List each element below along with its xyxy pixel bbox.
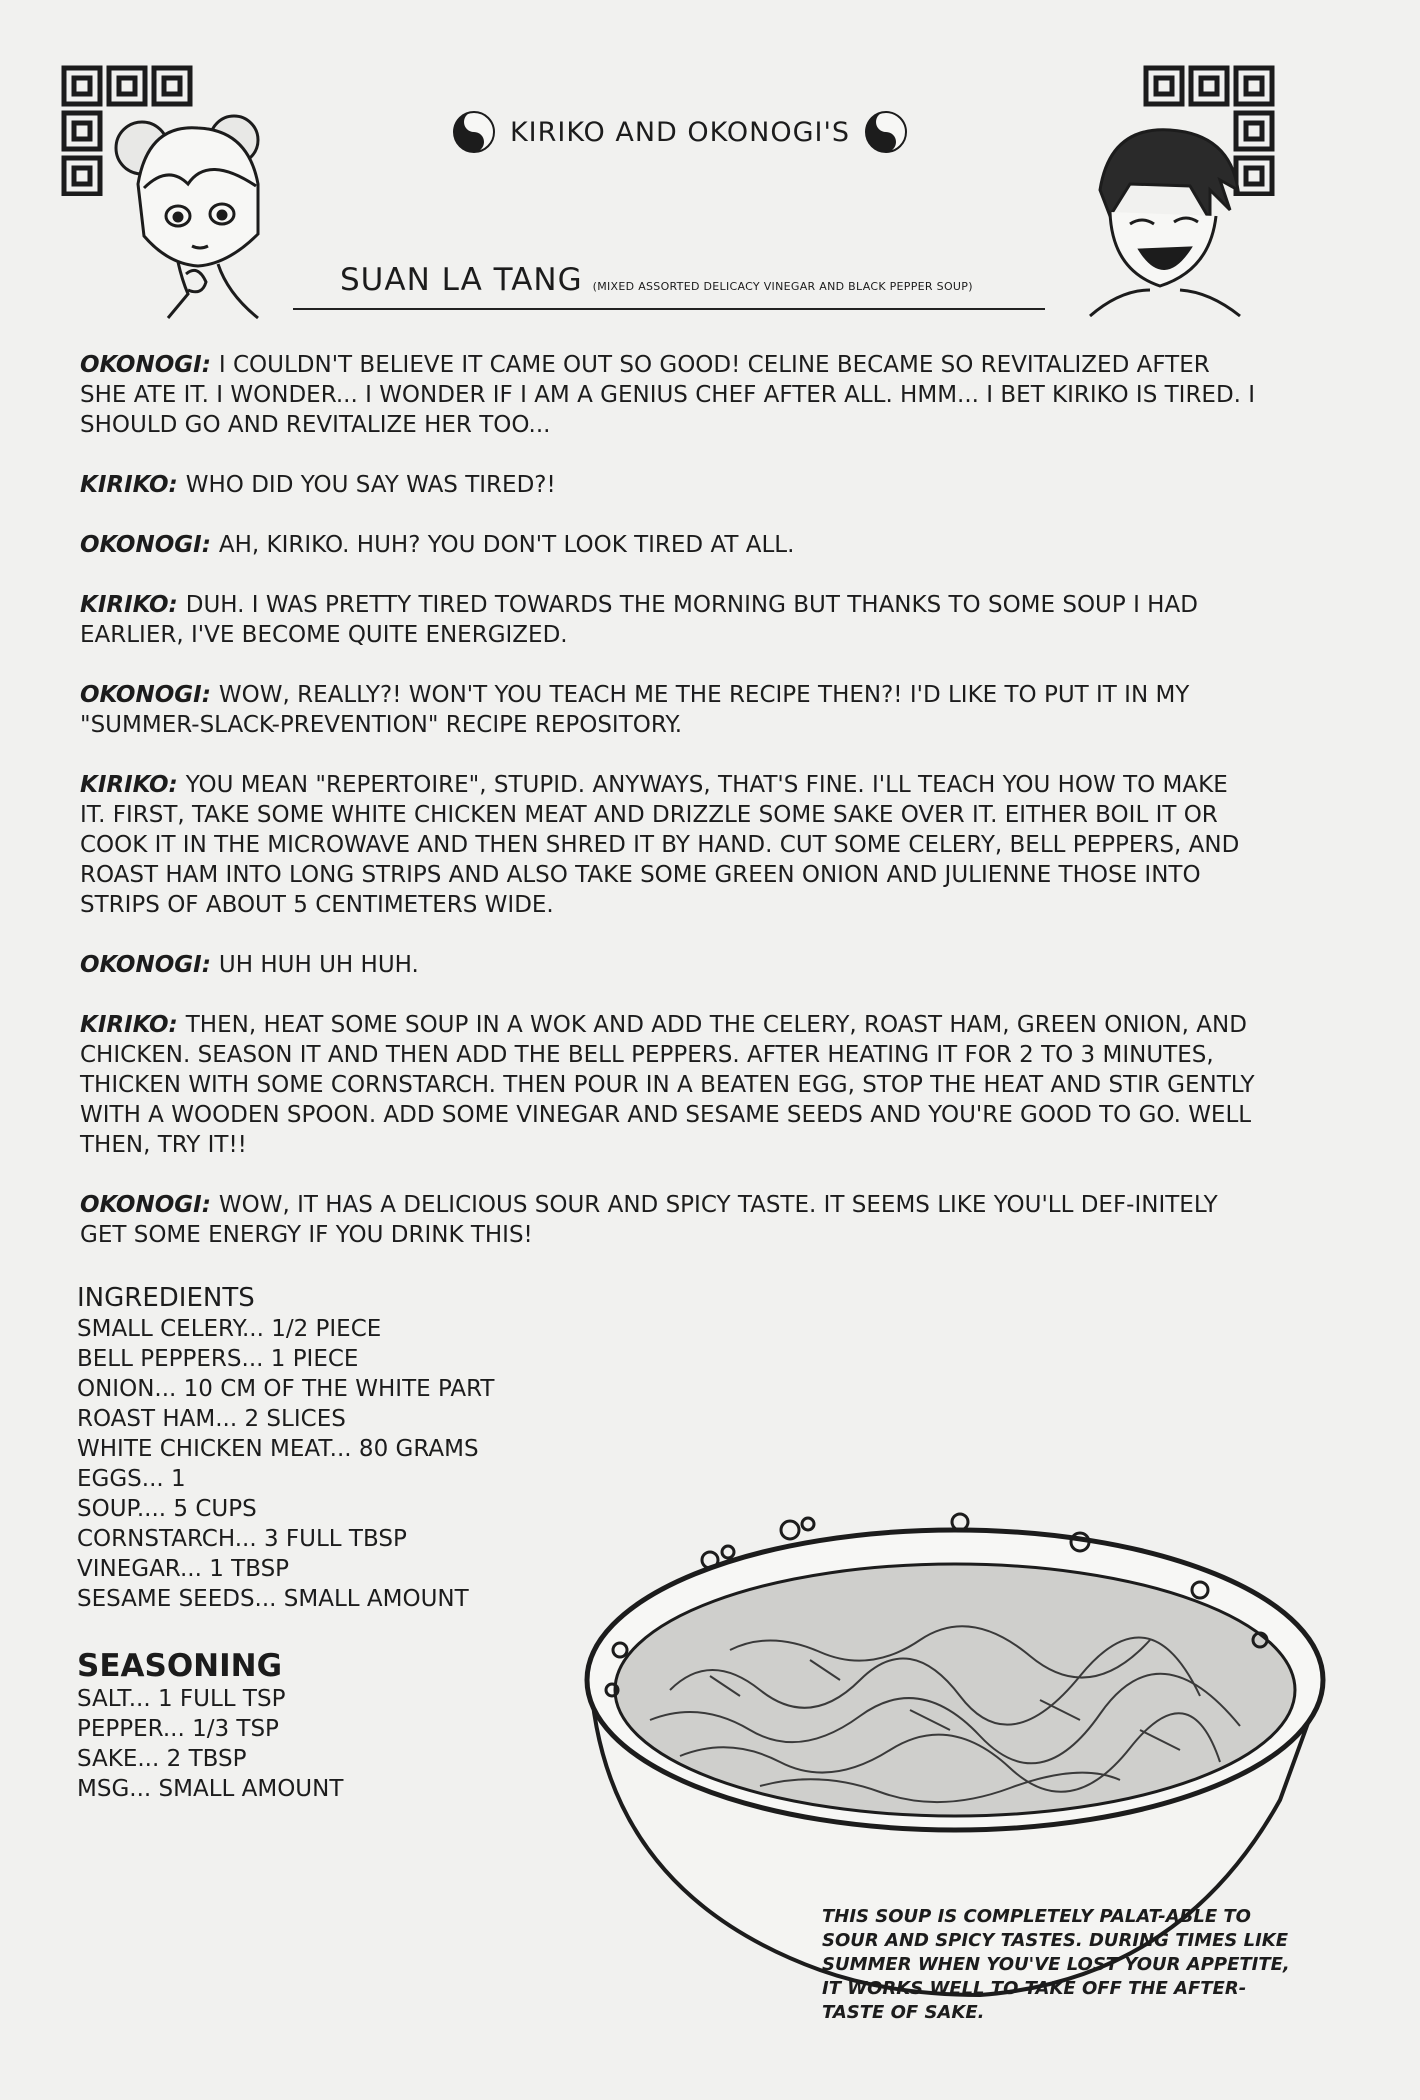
list-item: MSG... SMALL AMOUNT xyxy=(77,1776,344,1802)
line-text: WHO DID YOU SAY WAS TIRED?! xyxy=(185,472,556,498)
recipe-subtitle: (MIXED ASSORTED DELICACY VINEGAR AND BLACK PEPPER SOUP) xyxy=(592,280,973,293)
list-item: SALT... 1 FULL TSP xyxy=(77,1686,286,1712)
line-text: DUH. I WAS PRETTY TIRED TOWARDS THE MORNING BUT THANKS TO SOME SOUP I HAD EARLIER, I'VE BECOME QUITE ENERGIZED. xyxy=(80,592,1198,648)
ingredients-heading: INGREDIENTS xyxy=(77,1283,255,1313)
list-item: VINEGAR... 1 TBSP xyxy=(77,1556,290,1582)
line-text: WOW, REALLY?! WON'T YOU TEACH ME THE RECIPE THEN?! I'D LIKE TO PUT IT IN MY "SUMMER-SLACK-PREVENTION" RECIPE REPOSITORY. xyxy=(80,682,1190,738)
line-text: UH HUH UH HUH. xyxy=(218,952,419,978)
list-item: BELL PEPPERS... 1 PIECE xyxy=(77,1346,359,1372)
speaker: KIRIKO: xyxy=(80,772,178,798)
list-item: SAKE... 2 TBSP xyxy=(77,1746,247,1772)
yin-yang-icon xyxy=(452,110,496,154)
kiriko-portrait xyxy=(108,104,280,322)
list-item: PEPPER... 1/3 TSP xyxy=(77,1716,279,1742)
speaker: OKONOGI: xyxy=(80,532,211,558)
recipe-name: SUAN LA TANG xyxy=(340,262,583,298)
list-item: CORNSTARCH... 3 FULL TBSP xyxy=(77,1526,407,1552)
speaker: KIRIKO: xyxy=(80,592,178,618)
dialogue-section xyxy=(80,350,1260,1280)
recipe-lists xyxy=(77,1282,597,1804)
recipe-title xyxy=(340,262,1040,298)
list-item: SMALL CELERY... 1/2 PIECE xyxy=(77,1316,382,1342)
header-title xyxy=(420,104,940,160)
series-title: KIRIKO AND OKONOGI'S xyxy=(509,116,851,148)
speaker: KIRIKO: xyxy=(80,1012,178,1038)
list-item: ONION... 10 CM OF THE WHITE PART xyxy=(77,1376,495,1402)
list-item: SOUP.... 5 CUPS xyxy=(77,1496,257,1522)
dialogue-line xyxy=(80,680,1260,740)
bowl-caption: THIS SOUP IS COMPLETELY PALAT-ABLE TO SOUR AND SPICY TASTES. DURING TIMES LIKE SUMMER WHEN YOU'VE LOST YOUR APPETITE, IT WORKS WELL TO TAKE OFF THE AFTER-TASTE OF SAKE. xyxy=(822,1906,1290,2023)
speaker: KIRIKO: xyxy=(80,472,178,498)
dialogue-line xyxy=(80,470,1260,500)
speaker: OKONOGI: xyxy=(80,1192,211,1218)
seasoning-heading: SEASONING xyxy=(77,1648,283,1684)
speaker: OKONOGI: xyxy=(80,352,211,378)
speaker: OKONOGI: xyxy=(80,952,211,978)
dialogue-line xyxy=(80,1010,1260,1160)
line-text: WOW, IT HAS A DELICIOUS SOUR AND SPICY TASTE. IT SEEMS LIKE YOU'LL DEF-INITELY GET SOME ENERGY IF YOU DRINK THIS! xyxy=(80,1192,1218,1248)
list-item: SESAME SEEDS... SMALL AMOUNT xyxy=(77,1586,469,1612)
line-text: I COULDN'T BELIEVE IT CAME OUT SO GOOD! CELINE BECAME SO REVITALIZED AFTER SHE ATE IT. I WONDER... I WONDER IF I AM A GENIUS CHEF AFTER ALL. HMM... I BET KIRIKO IS TIRED. I SHOULD GO AND REVITALIZE HER TOO... xyxy=(80,352,1256,438)
list-item: WHITE CHICKEN MEAT... 80 GRAMS xyxy=(77,1436,479,1462)
line-text: THEN, HEAT SOME SOUP IN A WOK AND ADD THE CELERY, ROAST HAM, GREEN ONION, AND CHICKEN. SEASON IT AND THEN ADD THE BELL PEPPERS. AFTER HEATING IT FOR 2 TO 3 MINUTES, THICKEN WITH SOME CORNSTARCH. THEN POUR IN A BEATEN EGG, STOP THE HEAT AND STIR GENTLY WITH A WOODEN SPOON. ADD SOME VINEGAR AND SESAME SEEDS AND YOU'RE GOOD TO GO. WELL THEN, TRY IT!! xyxy=(80,1012,1255,1158)
dialogue-line xyxy=(80,530,1260,560)
yin-yang-icon xyxy=(864,110,908,154)
list-item: EGGS... 1 xyxy=(77,1466,186,1492)
speaker: OKONOGI: xyxy=(80,682,211,708)
dialogue-line xyxy=(80,1190,1260,1250)
line-text: AH, KIRIKO. HUH? YOU DON'T LOOK TIRED AT ALL. xyxy=(218,532,795,558)
dialogue-line xyxy=(80,950,1260,980)
title-underline xyxy=(293,308,1045,310)
dialogue-line xyxy=(80,590,1260,650)
seasoning-list xyxy=(77,1684,597,1804)
list-item: ROAST HAM... 2 SLICES xyxy=(77,1406,346,1432)
dialogue-line xyxy=(80,770,1260,920)
ingredients-list xyxy=(77,1314,597,1614)
okonogi-portrait xyxy=(1070,120,1250,320)
line-text: YOU MEAN "REPERTOIRE", STUPID. ANYWAYS, THAT'S FINE. I'LL TEACH YOU HOW TO MAKE IT. FIRST, TAKE SOME WHITE CHICKEN MEAT AND DRIZZLE SOME SAKE OVER IT. EITHER BOIL IT OR COOK IT IN THE MICROWAVE AND THEN SHRED IT BY HAND. CUT SOME CELERY, BELL PEPPERS, AND ROAST HAM INTO LONG STRIPS AND ALSO TAKE SOME GREEN ONION AND JULIENNE THOSE INTO STRIPS OF ABOUT 5 CENTIMETERS WIDE. xyxy=(80,772,1240,918)
dialogue-line xyxy=(80,350,1260,440)
